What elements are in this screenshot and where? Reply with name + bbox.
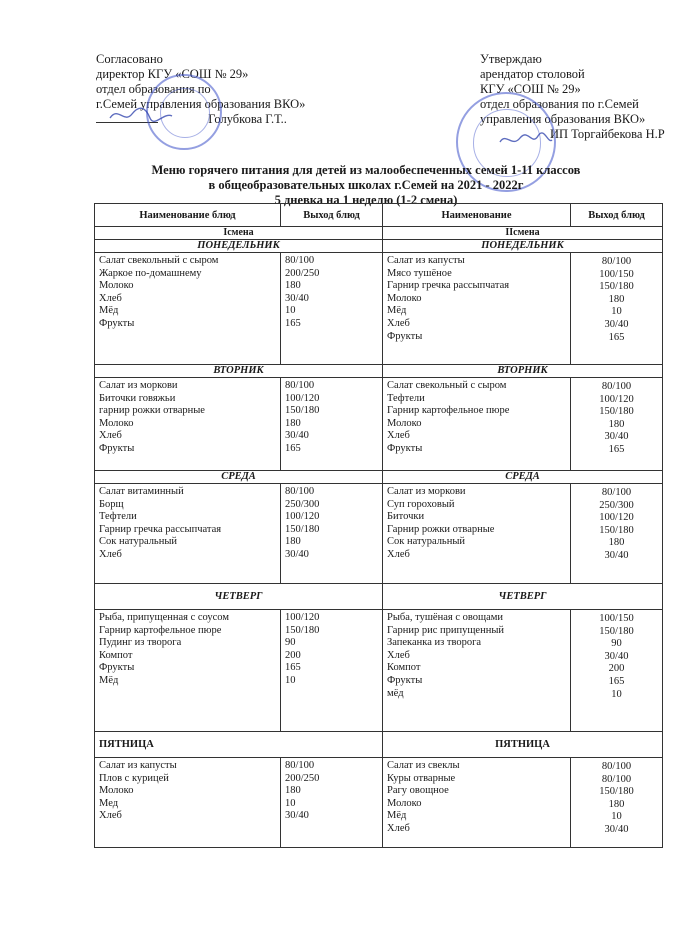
approval-right-line2: арендатор столовой	[480, 67, 585, 81]
approval-left-line4: г.Семей управления образования ВКО»	[96, 97, 306, 111]
portion-value: 165	[608, 443, 625, 455]
portion-value: 165	[608, 675, 625, 687]
portion-value: 100/120	[599, 393, 634, 405]
portion-value: 30/40	[604, 431, 629, 443]
day-name: ВТОРНИК	[95, 365, 383, 378]
approval-right-line1: Утверждаю	[480, 52, 542, 66]
shift-1-label: Iсмена	[95, 227, 383, 240]
portion-value: 80/100	[601, 761, 632, 772]
shift-1-portions	[281, 758, 383, 848]
portion-value: 30/40	[604, 650, 629, 662]
dish-name: Молоко	[387, 797, 422, 809]
dish-name: Салат из моркови	[387, 486, 466, 497]
portion-value: 80/100	[285, 380, 315, 391]
approval-left-signer: Голубкова Г.Т..	[208, 112, 287, 126]
portion-value: 180	[285, 785, 301, 797]
dish-name: Салат из капусты	[99, 760, 177, 771]
dish-name: Хлеб	[99, 430, 122, 442]
approval-left-line3: отдел образования по	[96, 82, 211, 96]
day-name: ПЯТНИЦА	[383, 732, 663, 758]
dish-name: Мёд	[99, 305, 119, 317]
portion-value: 100/120	[285, 392, 320, 404]
portion-value: 30/40	[604, 549, 629, 561]
dish-name: Гарнир картофельное пюре	[99, 624, 222, 636]
portion-value: 80/100	[601, 487, 632, 498]
shift-1-portions	[281, 610, 383, 732]
dish-name: Пудинг из творога	[99, 637, 182, 649]
dish-name: Мёд	[387, 305, 407, 317]
portion-value: 10	[611, 688, 622, 700]
dish-name: Компот	[387, 662, 421, 674]
portion-value: 10	[611, 811, 622, 823]
portion-value: 10	[611, 306, 622, 318]
portion-value: 150/180	[285, 405, 320, 417]
dish-name: Хлеб	[99, 292, 122, 304]
portion-value: 30/40	[285, 810, 309, 822]
dish-name: Сок натуральный	[99, 536, 178, 548]
portion-value: 150/180	[285, 624, 320, 636]
portion-value: 80/100	[601, 256, 632, 267]
dish-name: Молоко	[99, 417, 134, 429]
portion-value: 180	[608, 293, 625, 305]
portion-value: 80/100	[285, 486, 315, 497]
dish-name: Салат свекольный с сыром	[387, 380, 507, 391]
portion-value: 80/100	[285, 760, 315, 771]
dish-name: Компот	[99, 649, 133, 661]
portion-value: 150/180	[599, 625, 634, 637]
portion-value: 250/300	[285, 498, 320, 510]
dish-name: Суп гороховый	[387, 498, 455, 510]
dish-name: Хлеб	[387, 317, 410, 329]
day-row	[95, 584, 663, 610]
menu-title-line1: Меню горячего питания для детей из малообеспеченных семей 1-11 классов	[151, 163, 581, 177]
dish-name: Мёд	[99, 674, 119, 686]
shift-2-dishes	[383, 758, 571, 848]
day-row	[95, 240, 663, 253]
shift-2-dishes	[383, 378, 571, 471]
portion-value: 180	[608, 537, 625, 549]
shift-1-portions	[281, 378, 383, 471]
dish-name: Молоко	[99, 280, 134, 292]
portion-value: 90	[611, 638, 622, 650]
shift-1-dishes	[95, 758, 281, 848]
table-header-row	[95, 204, 663, 227]
day-name: СРЕДА	[95, 471, 383, 484]
shift-1-portions	[281, 484, 383, 584]
dish-name: Хлеб	[99, 548, 122, 560]
portion-value: 180	[285, 536, 301, 548]
dish-name: Тефтели	[387, 392, 425, 404]
approval-left-line2: директор КГУ «СОШ № 29»	[96, 67, 249, 81]
table-row	[95, 253, 663, 365]
shift-2-portions	[571, 484, 663, 584]
dish-name: Тефтели	[99, 511, 137, 523]
dish-name: Салат из капусты	[387, 255, 465, 266]
dish-name: Жаркое по-домашнему	[99, 267, 202, 279]
portion-value: 200/250	[285, 772, 320, 784]
shift-2-portions	[571, 758, 663, 848]
portion-value: 150/180	[599, 406, 634, 418]
signature-left-icon	[106, 104, 176, 126]
menu-title	[96, 163, 636, 208]
portion-value: 165	[608, 331, 625, 343]
portion-value: 30/40	[285, 548, 309, 560]
shift-2-portions	[571, 610, 663, 732]
shift-2-dishes	[383, 484, 571, 584]
portion-value: 150/180	[599, 524, 634, 536]
dish-name: Мясо тушёное	[387, 267, 452, 279]
dish-name: Рагу овощное	[387, 785, 449, 797]
dish-name: Фрукты	[387, 442, 423, 454]
table-row	[95, 610, 663, 732]
column-header: Выход блюд	[281, 204, 383, 227]
day-name: ПОНЕДЕЛЬНИК	[383, 240, 663, 253]
portion-value: 30/40	[604, 318, 629, 330]
shift-1-dishes	[95, 253, 281, 365]
shift-2-dishes	[383, 253, 571, 365]
dish-name: Хлеб	[387, 822, 410, 834]
portion-value: 180	[285, 280, 301, 292]
dish-name: Хлеб	[387, 649, 410, 661]
day-name: ВТОРНИК	[383, 365, 663, 378]
shift-1-portions	[281, 253, 383, 365]
approval-right-line4: отдел образования по г.Семей	[480, 97, 639, 111]
day-name: ЧЕТВЕРГ	[383, 584, 663, 610]
dish-name: Мед	[99, 797, 119, 809]
dish-name: Биточки	[387, 511, 425, 523]
dish-name: Биточки говяжьи	[99, 392, 176, 404]
portion-value: 80/100	[285, 255, 315, 266]
dish-name: Хлеб	[387, 548, 410, 560]
dish-name: Фрукты	[99, 317, 135, 329]
approval-right-signer: ИП Торгайбекова Н.Р	[550, 127, 665, 141]
dish-name: Молоко	[387, 417, 422, 429]
portion-value: 10	[285, 305, 296, 317]
day-name: ЧЕТВЕРГ	[95, 584, 383, 610]
dish-name: Хлеб	[387, 430, 410, 442]
day-row	[95, 471, 663, 484]
dish-name: Гарнир картофельное пюре	[387, 405, 510, 417]
portion-value: 200	[608, 663, 625, 675]
portion-value: 30/40	[285, 430, 309, 442]
shift-2-dishes	[383, 610, 571, 732]
portion-value: 200	[285, 649, 301, 661]
day-row	[95, 365, 663, 378]
dish-name: гарнир рожки отварные	[99, 405, 205, 417]
dish-name: Молоко	[99, 785, 134, 797]
menu-table	[94, 203, 663, 848]
portion-value: 250/300	[599, 499, 634, 511]
portion-value: 80/100	[601, 381, 632, 392]
column-header: Наименование	[383, 204, 571, 227]
portion-value: 30/40	[604, 823, 629, 835]
dish-name: Борщ	[99, 498, 124, 510]
day-name: ПОНЕДЕЛЬНИК	[95, 240, 383, 253]
shift-row	[95, 227, 663, 240]
dish-name: Рыба, тушёная с овощами	[387, 612, 504, 623]
portion-value: 100/120	[285, 511, 320, 523]
dish-name: Салат витаминный	[99, 486, 184, 497]
shift-2-portions	[571, 378, 663, 471]
menu-title-line3: 5 дневка на 1 неделю (1-2 смена)	[274, 193, 458, 207]
portion-value: 180	[608, 798, 625, 810]
signature-right-icon	[496, 130, 556, 150]
dish-name: Запеканка из творога	[387, 637, 482, 649]
portion-value: 10	[285, 674, 296, 686]
dish-name: Куры отварные	[387, 772, 456, 784]
column-header: Выход блюд	[571, 204, 663, 227]
day-name: СРЕДА	[383, 471, 663, 484]
portion-value: 200/250	[285, 267, 320, 279]
table-row	[95, 378, 663, 471]
dish-name: Сок натуральный	[387, 536, 466, 548]
dish-name: Салат свекольный с сыром	[99, 255, 219, 266]
portion-value: 100/150	[599, 268, 634, 280]
dish-name: Гарнир рис припущенный	[387, 624, 505, 636]
dish-name: Гарнир гречка рассыпчатая	[387, 280, 510, 292]
shift-1-dishes	[95, 484, 281, 584]
dish-name: Мёд	[387, 810, 407, 822]
dish-name: Гарнир гречка рассыпчатая	[99, 523, 222, 535]
dish-name: Фрукты	[387, 330, 423, 342]
approval-right-line5: управления образования ВКО»	[480, 112, 646, 126]
day-name: ПЯТНИЦА	[95, 732, 383, 758]
shift-1-dishes	[95, 378, 281, 471]
dish-name: Салат из свеклы	[387, 760, 460, 771]
portion-value: 100/120	[599, 512, 634, 524]
portion-value: 150/180	[285, 523, 320, 535]
table-row	[95, 484, 663, 584]
dish-name: Салат из моркови	[99, 380, 178, 391]
portion-value: 80/100	[601, 773, 632, 785]
approval-right-line3: КГУ «СОШ № 29»	[480, 82, 581, 96]
portion-value: 150/180	[599, 786, 634, 798]
dish-name: Фрукты	[99, 662, 135, 674]
menu-title-line2: в общеобразовательных школах г.Семей на 2021 - 2022г	[208, 178, 524, 192]
portion-value: 165	[285, 317, 301, 329]
shift-1-dishes	[95, 610, 281, 732]
day-row	[95, 732, 663, 758]
table-row	[95, 758, 663, 848]
portion-value: 165	[285, 662, 301, 674]
portion-value: 100/120	[285, 612, 320, 623]
portion-value: 150/180	[599, 281, 634, 293]
dish-name: Гарнир рожки отварные	[387, 523, 495, 535]
portion-value: 30/40	[285, 292, 309, 304]
dish-name: мёд	[387, 687, 404, 699]
dish-name: Фрукты	[99, 442, 135, 454]
portion-value: 10	[285, 797, 296, 809]
dish-name: Молоко	[387, 292, 422, 304]
shift-2-portions	[571, 253, 663, 365]
portion-value: 100/150	[599, 613, 634, 624]
portion-value: 180	[608, 418, 625, 430]
shift-2-label: IIсмена	[383, 227, 663, 240]
dish-name: Фрукты	[387, 674, 423, 686]
portion-value: 180	[285, 417, 301, 429]
portion-value: 90	[285, 637, 296, 649]
approval-left-line1: Согласовано	[96, 52, 163, 66]
column-header: Наименование блюд	[95, 204, 281, 227]
dish-name: Рыба, припущенная с соусом	[99, 612, 230, 623]
portion-value: 165	[285, 442, 301, 454]
dish-name: Плов с курицей	[99, 772, 169, 784]
dish-name: Хлеб	[99, 810, 122, 822]
